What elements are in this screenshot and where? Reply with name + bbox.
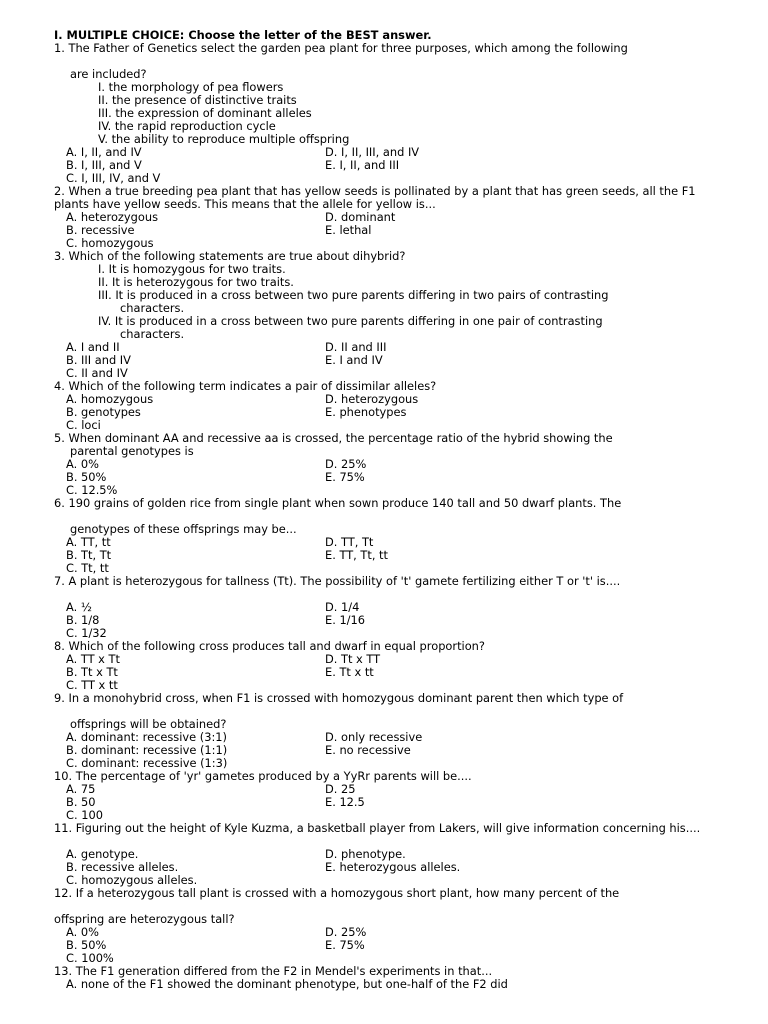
q11-option-b: B. recessive alleles. [66, 860, 179, 874]
q6-option-d: D. TT, Tt [325, 535, 374, 549]
q1-options-row-1 [66, 146, 732, 159]
q9-option-a: A. dominant: recessive (3:1) [66, 730, 227, 744]
q3-item-4-cont: characters. [120, 327, 185, 341]
q3-option-e: E. I and IV [325, 353, 383, 367]
q4-options-row-2 [66, 406, 732, 419]
q3-stem: 3. Which of the following statements are true about dihybrid? [54, 249, 406, 263]
q12-option-a: A. 0% [66, 925, 99, 939]
q3-item-4: IV. It is produced in a cross between two pure parents differing in one pair of contrasting [98, 314, 603, 328]
q5-option-d: D. 25% [325, 457, 367, 471]
q6-option-e: E. TT, Tt, tt [325, 548, 388, 562]
q1-option-e: E. I, II, and III [325, 158, 400, 172]
q4-option-b: B. genotypes [66, 405, 141, 419]
q13-option-a: A. none of the F1 showed the dominant phenotype, but one-half of the F2 did [66, 977, 508, 991]
q11-stem: 11. Figuring out the height of Kyle Kuzma, a basketball player from Lakers, will give information concerning his.... [54, 821, 701, 835]
q8-options-row-1 [66, 653, 732, 666]
q3-option-d: D. II and III [325, 340, 387, 354]
q5-option-c: C. 12.5% [66, 483, 118, 497]
q9-option-d: D. only recessive [325, 730, 423, 744]
q10-stem: 10. The percentage of 'yr' gametes produced by a YyRr parents will be.... [54, 769, 472, 783]
q8-option-a: A. TT x Tt [66, 652, 120, 666]
q11-option-e: E. heterozygous alleles. [325, 860, 461, 874]
q1-item-2: II. the presence of distinctive traits [98, 93, 297, 107]
q7-stem: 7. A plant is heterozygous for tallness (Tt). The possibility of 't' gamete fertilizing either T or 't' is.... [54, 574, 621, 588]
q1-option-d: D. I, II, III, and IV [325, 145, 420, 159]
q12-option-b: B. 50% [66, 938, 107, 952]
q1-option-b: B. I, III, and V [66, 158, 142, 172]
q1-stem: 1. The Father of Genetics select the garden pea plant for three purposes, which among the following [54, 41, 628, 55]
q3-item-2: II. It is heterozygous for two traits. [98, 275, 294, 289]
q7-options-row-1 [66, 601, 732, 614]
q6-option-a: A. TT, tt [66, 535, 111, 549]
q10-options-row-2 [66, 796, 732, 809]
q12-stem: 12. If a heterozygous tall plant is crossed with a homozygous short plant, how many percent of the [54, 886, 620, 900]
q3-option-a: A. I and II [66, 340, 120, 354]
q10-option-e: E. 12.5 [325, 795, 365, 809]
q3-item-1: I. It is homozygous for two traits. [98, 262, 286, 276]
q2-option-d: D. dominant [325, 210, 396, 224]
q4-option-e: E. phenotypes [325, 405, 407, 419]
q11-option-c: C. homozygous alleles. [66, 873, 198, 887]
q10-option-d: D. 25 [325, 782, 356, 796]
q5-options-row-2 [66, 471, 732, 484]
section-title: I. MULTIPLE CHOICE: Choose the letter of the BEST answer. [54, 28, 432, 42]
q7-option-a: A. ½ [66, 600, 92, 614]
q5-stem-cont: parental genotypes is [70, 444, 194, 458]
q5-option-e: E. 75% [325, 470, 365, 484]
q6-stem-cont: genotypes of these offsprings may be... [70, 522, 297, 536]
q1-item-5: V. the ability to reproduce multiple offspring [98, 132, 350, 146]
q7-options-row-2 [66, 614, 732, 627]
q8-option-e: E. Tt x tt [325, 665, 374, 679]
q3-option-b: B. III and IV [66, 353, 131, 367]
q10-option-b: B. 50 [66, 795, 96, 809]
q12-option-e: E. 75% [325, 938, 365, 952]
q12-stem-cont: offspring are heterozygous tall? [54, 912, 235, 926]
q1-option-c: C. I, III, IV, and V [66, 171, 161, 185]
q3-options-row-1 [66, 341, 732, 354]
q2-stem: 2. When a true breeding pea plant that has yellow seeds is pollinated by a plant that has green seeds, all the F1 plants have yellow seeds. This means that the allele for yellow is... [54, 184, 696, 211]
q3-option-c: C. II and IV [66, 366, 128, 380]
q10-option-a: A. 75 [66, 782, 96, 796]
q6-options-row-2 [66, 549, 732, 562]
q5-stem: 5. When dominant AA and recessive aa is crossed, the percentage ratio of the hybrid showing the [54, 431, 613, 445]
q3-options-row-2 [66, 354, 732, 367]
q6-option-c: C. Tt, tt [66, 561, 109, 575]
q1-stem-cont: are included? [70, 67, 147, 81]
q7-option-c: C. 1/32 [66, 626, 107, 640]
q2-options-row-1 [66, 211, 732, 224]
q6-option-b: B. Tt, Tt [66, 548, 112, 562]
q12-options-row-2 [66, 939, 732, 952]
q7-option-d: D. 1/4 [325, 600, 360, 614]
q2-option-a: A. heterozygous [66, 210, 159, 224]
q2-option-c: C. homozygous [66, 236, 154, 250]
q5-option-b: B. 50% [66, 470, 107, 484]
q4-option-d: D. heterozygous [325, 392, 419, 406]
q7-option-e: E. 1/16 [325, 613, 366, 627]
q5-options-row-1 [66, 458, 732, 471]
q9-stem: 9. In a monohybrid cross, when F1 is crossed with homozygous dominant parent then which type of [54, 691, 624, 705]
q1-item-3: III. the expression of dominant alleles [98, 106, 312, 120]
q8-options-row-2 [66, 666, 732, 679]
q2-option-b: B. recessive [66, 223, 135, 237]
q1-option-a: A. I, II, and IV [66, 145, 142, 159]
q2-option-e: E. lethal [325, 223, 372, 237]
q11-option-d: D. phenotype. [325, 847, 406, 861]
q9-option-b: B. dominant: recessive (1:1) [66, 743, 228, 757]
q10-option-c: C. 100 [66, 808, 103, 822]
q1-item-1: I. the morphology of pea flowers [98, 80, 284, 94]
q12-option-d: D. 25% [325, 925, 367, 939]
q8-option-c: C. TT x tt [66, 678, 118, 692]
q13-stem: 13. The F1 generation differed from the F2 in Mendel's experiments in that... [54, 964, 493, 978]
q4-stem: 4. Which of the following term indicates a pair of dissimilar alleles? [54, 379, 437, 393]
q5-option-a: A. 0% [66, 457, 99, 471]
q3-item-3: III. It is produced in a cross between two pure parents differing in two pairs of contrasting [98, 288, 609, 302]
q6-options-row-1 [66, 536, 732, 549]
q12-option-c: C. 100% [66, 951, 114, 965]
q10-options-row-1 [66, 783, 732, 796]
q2-options-row-2 [66, 224, 732, 237]
q4-option-c: C. loci [66, 418, 101, 432]
q1-options-row-2 [66, 159, 732, 172]
q6-stem: 6. 190 grains of golden rice from single plant when sown produce 140 tall and 50 dwarf plants. The [54, 496, 622, 510]
q8-stem: 8. Which of the following cross produces tall and dwarf in equal proportion? [54, 639, 485, 653]
q12-options-row-1 [66, 926, 732, 939]
q11-option-a: A. genotype. [66, 847, 139, 861]
q1-item-4: IV. the rapid reproduction cycle [98, 119, 276, 133]
q9-option-e: E. no recessive [325, 743, 411, 757]
q8-option-d: D. Tt x TT [325, 652, 381, 666]
q9-stem-cont: offsprings will be obtained? [70, 717, 227, 731]
q3-item-3-cont: characters. [120, 301, 185, 315]
q8-option-b: B. Tt x Tt [66, 665, 118, 679]
q7-option-b: B. 1/8 [66, 613, 100, 627]
q9-option-c: C. dominant: recessive (1:3) [66, 756, 228, 770]
q4-option-a: A. homozygous [66, 392, 154, 406]
